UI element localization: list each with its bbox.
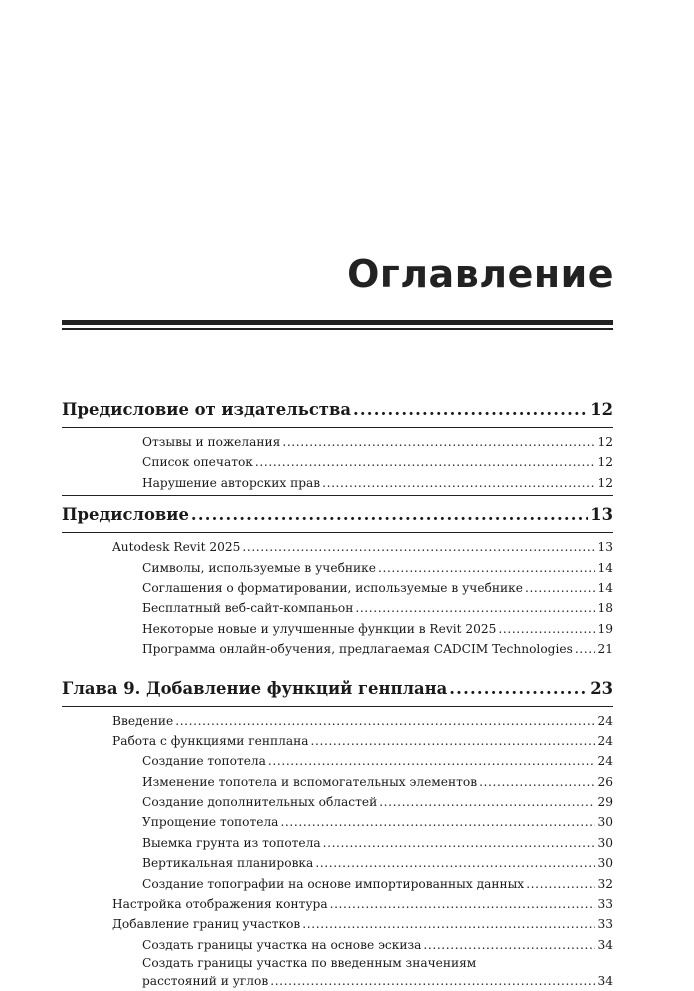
toc-entry[interactable]: Нарушение авторских прав ..... 12 bbox=[62, 473, 613, 493]
toc-entry[interactable]: Введение ..... 24 bbox=[62, 711, 613, 731]
toc-entry[interactable]: расстояний и углов ..... 34 bbox=[62, 972, 613, 990]
toc-entry[interactable]: Создание дополнительных областей ..... 29 bbox=[62, 792, 613, 812]
toc-entry[interactable]: Autodesk Revit 2025 ..... 13 bbox=[62, 537, 613, 557]
toc-entry[interactable]: Создание топографии на основе импортированных данных ..... 32 bbox=[62, 874, 613, 894]
toc-entry-multiline: Создать границы участка по введенным значениям bbox=[142, 956, 477, 971]
page-title: Оглавление bbox=[347, 252, 614, 296]
toc-entry[interactable]: Создать границы участка на основе эскиза ..... 34 bbox=[62, 935, 613, 955]
toc-entry[interactable]: Отзывы и пожелания ..... 12 bbox=[62, 432, 613, 452]
toc-entry[interactable]: Работа с функциями генплана ..... 24 bbox=[62, 731, 613, 751]
toc-entry[interactable]: Символы, используемые в учебнике ..... 14 bbox=[62, 558, 613, 578]
toc-entry[interactable]: Добавление границ участков ..... 33 bbox=[62, 914, 613, 934]
table-of-contents bbox=[62, 395, 613, 990]
toc-entry[interactable]: Настройка отображения контура ..... 33 bbox=[62, 894, 613, 914]
toc-entry[interactable]: Вертикальная планировка ..... 30 bbox=[62, 853, 613, 873]
section-divider bbox=[62, 532, 613, 533]
toc-heading-preface-publisher[interactable]: Предисловие от издательства ..... 12 bbox=[62, 395, 613, 425]
title-rule-thin bbox=[62, 328, 613, 330]
section-divider bbox=[62, 495, 613, 496]
toc-heading-preface[interactable]: Предисловие ..... 13 bbox=[62, 500, 613, 530]
toc-heading-chapter-9[interactable]: Глава 9. Добавление функций генплана ..... 23 bbox=[62, 674, 613, 704]
toc-entry[interactable]: Выемка грунта из топотела ..... 30 bbox=[62, 833, 613, 853]
toc-entry[interactable]: Изменение топотела и вспомогательных элементов ..... 26 bbox=[62, 772, 613, 792]
section-divider bbox=[62, 427, 613, 428]
toc-entry[interactable]: Некоторые новые и улучшенные функции в Revit 2025 ..... 19 bbox=[62, 619, 613, 639]
title-rule-thick bbox=[62, 320, 613, 325]
toc-entry[interactable]: Упрощение топотела ..... 30 bbox=[62, 812, 613, 832]
toc-entry[interactable]: Бесплатный веб-сайт-компаньон ..... 18 bbox=[62, 598, 613, 618]
toc-entry[interactable]: Список опечаток ..... 12 bbox=[62, 452, 613, 472]
toc-entry[interactable]: Создание топотела ..... 24 bbox=[62, 751, 613, 771]
toc-entry[interactable]: Программа онлайн-обучения, предлагаемая CADCIM Technologies ..... 21 bbox=[62, 639, 613, 659]
toc-entry[interactable]: Соглашения о форматировании, используемые в учебнике ..... 14 bbox=[62, 578, 613, 598]
section-divider bbox=[62, 706, 613, 707]
